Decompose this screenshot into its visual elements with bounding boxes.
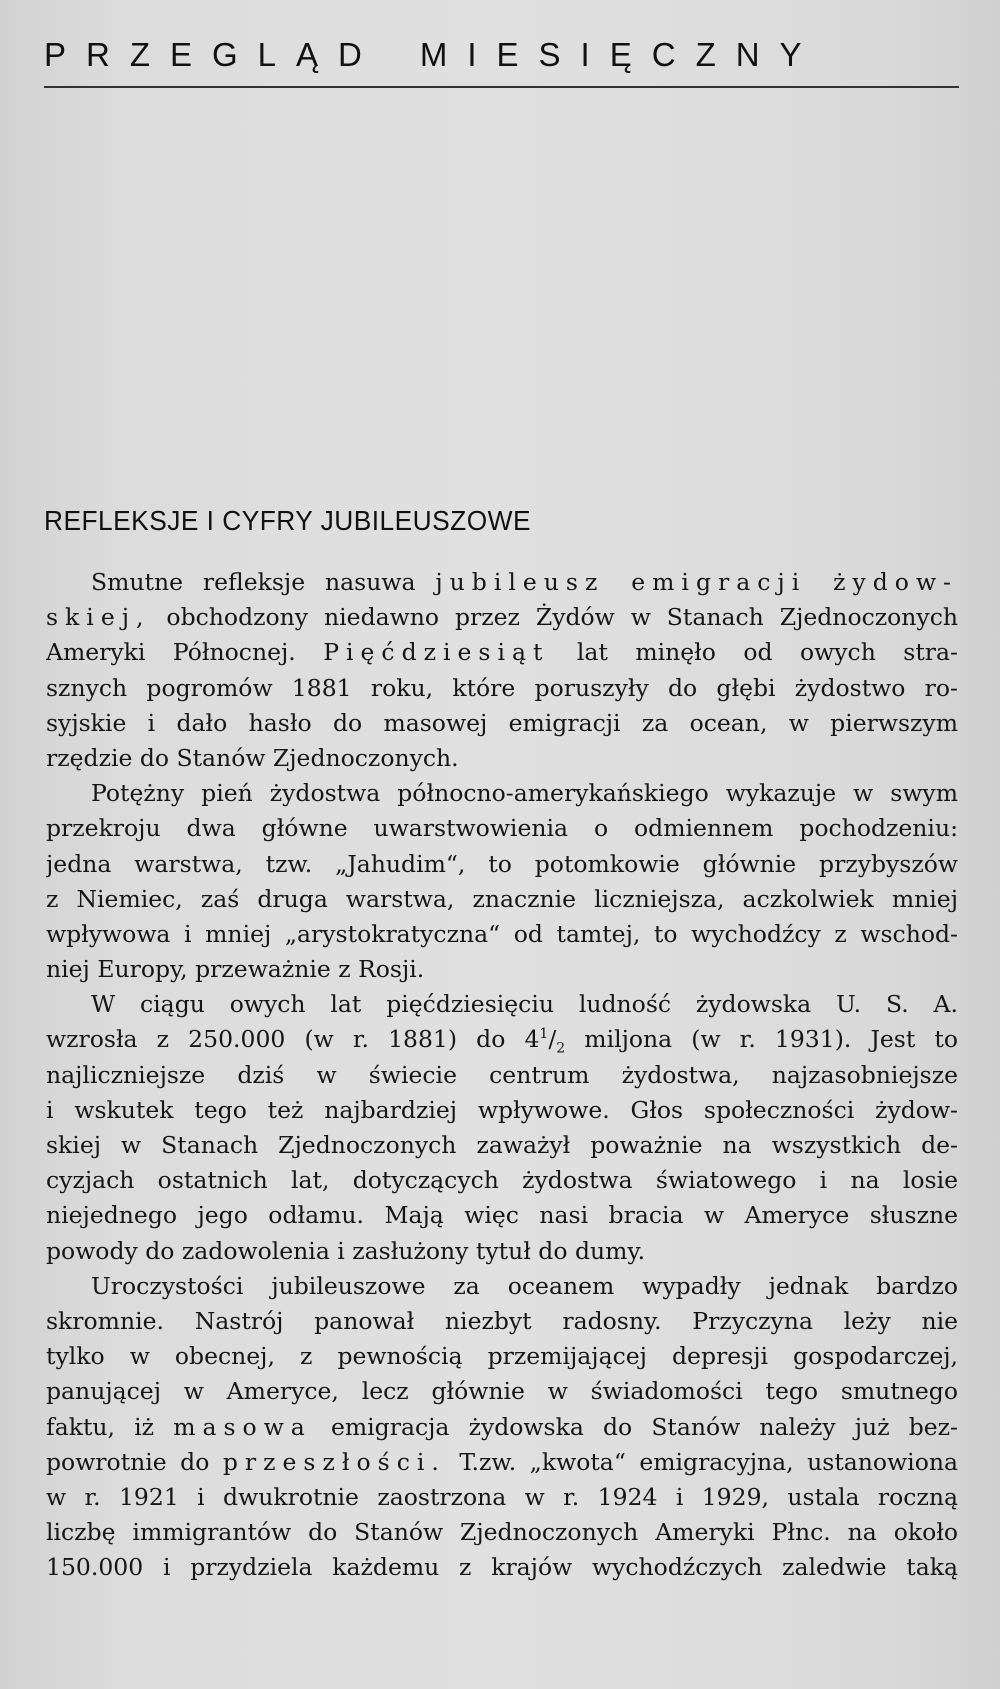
text-line: sznych pogromów 1881 roku, które poruszyły do głębi żydostwo ro-: [46, 673, 958, 702]
text-line: rzędzie do Stanów Zjednoczonych.: [46, 743, 459, 772]
text-line: skiej, obchodzony niedawno przez Żydów w Stanach Zjednoczonych: [46, 603, 958, 632]
text-line: i wskutek tego też najbardziej wpływowe. Głos społeczności żydow-: [46, 1095, 958, 1124]
text-line: skiej w Stanach Zjednoczonych zaważył poważnie na wszystkich de-: [46, 1131, 958, 1159]
article-body: [46, 565, 958, 1585]
spaced-emphasis: przeszłości.: [222, 1447, 446, 1476]
spaced-emphasis: Pięćdziesiąt: [323, 638, 550, 667]
text-line: Potężny pień żydostwa północno-amerykańskiego wykazuje w swym: [91, 779, 958, 808]
text-line: jedna warstwa, tzw. „Jahudim“, to potomkowie głównie przybyszów: [46, 849, 958, 878]
text-line: najliczniejsze dziś w świecie centrum żydostwa, najzasobniejsze: [46, 1060, 958, 1089]
fraction-denominator: 2: [556, 1041, 566, 1058]
text-line: Ameryki Północnej. Pięćdziesiąt lat minęło od owych stra-: [46, 638, 958, 667]
text-line: tylko w obecnej, z pewnością przemijającej depresji gospodarczej,: [46, 1342, 958, 1371]
text-line: w r. 1921 i dwukrotnie zaostrzona w r. 1924 i 1929, ustala roczną: [46, 1482, 958, 1511]
text-line: liczbę immigrantów do Stanów Zjednoczonych Ameryki Płnc. na około: [46, 1518, 958, 1547]
fraction-numerator: 1: [539, 1026, 549, 1043]
bleed-through-text: [46, 100, 970, 490]
text-line: Uroczystości jubileuszowe za oceanem wypadły jednak bardzo: [91, 1271, 958, 1300]
text-line: z Niemiec, zaś druga warstwa, znacznie liczniejsza, aczkolwiek mniej: [46, 884, 958, 913]
spaced-emphasis: jubileusz emigracji żydow-: [435, 568, 958, 596]
header-rule: [44, 86, 959, 88]
text-line: niej Europy, przeważnie z Rosji.: [46, 955, 425, 984]
text-line: powrotnie do przeszłości. T.zw. „kwota“ emigracyjna, ustanowiona: [46, 1447, 958, 1476]
text-line: faktu, iż masowa emigracja żydowska do Stanów należy już bez-: [46, 1412, 958, 1441]
text-line: Smutne refleksje nasuwa jubileusz emigracji żydow-: [91, 568, 958, 596]
text-line: W ciągu owych lat pięćdziesięciu ludność żydowska U. S. A.: [91, 990, 958, 1019]
article-title: REFLEKSJE I CYFRY JUBILEUSZOWE: [44, 505, 532, 536]
text-line: panującej w Ameryce, lecz głównie w świadomości tego smutnego: [46, 1377, 958, 1406]
text-line: przekroju dwa główne uwarstwowienia o odmiennem pochodzeniu:: [46, 814, 958, 843]
text-line: powody do zadowolenia i zasłużony tytuł do dumy.: [46, 1236, 646, 1265]
text-line: 150.000 i przydziela każdemu z krajów wychodźczych zaledwie taką: [46, 1553, 958, 1582]
running-head-word-1: PRZEGLĄD: [44, 36, 382, 73]
spaced-emphasis: masowa: [173, 1412, 312, 1441]
running-head-word-2: MIESIĘCZNY: [419, 36, 822, 73]
text-line: wzrosła z 250.000 (w r. 1881) do $4^1/_2$ miljona (w r. 1931). Jest to: [46, 1025, 958, 1058]
text-line: cyzjach ostatnich lat, dotyczących żydostwa światowego i na losie: [46, 1166, 958, 1195]
text-line: wpływowa i mniej „arystokratyczna“ od tamtej, to wychodźcy z wschod-: [46, 919, 958, 948]
spaced-emphasis: skiej,: [46, 603, 151, 632]
text-line: skromnie. Nastrój panował niezbyt radosny. Przyczyna leży nie: [46, 1306, 958, 1335]
text-line: niejednego jego odłamu. Mają więc nasi bracia w Ameryce słuszne: [46, 1201, 958, 1230]
text-line: syjskie i dało hasło do masowej emigracji za ocean, w pierwszym: [46, 708, 958, 737]
running-head: [44, 36, 960, 74]
